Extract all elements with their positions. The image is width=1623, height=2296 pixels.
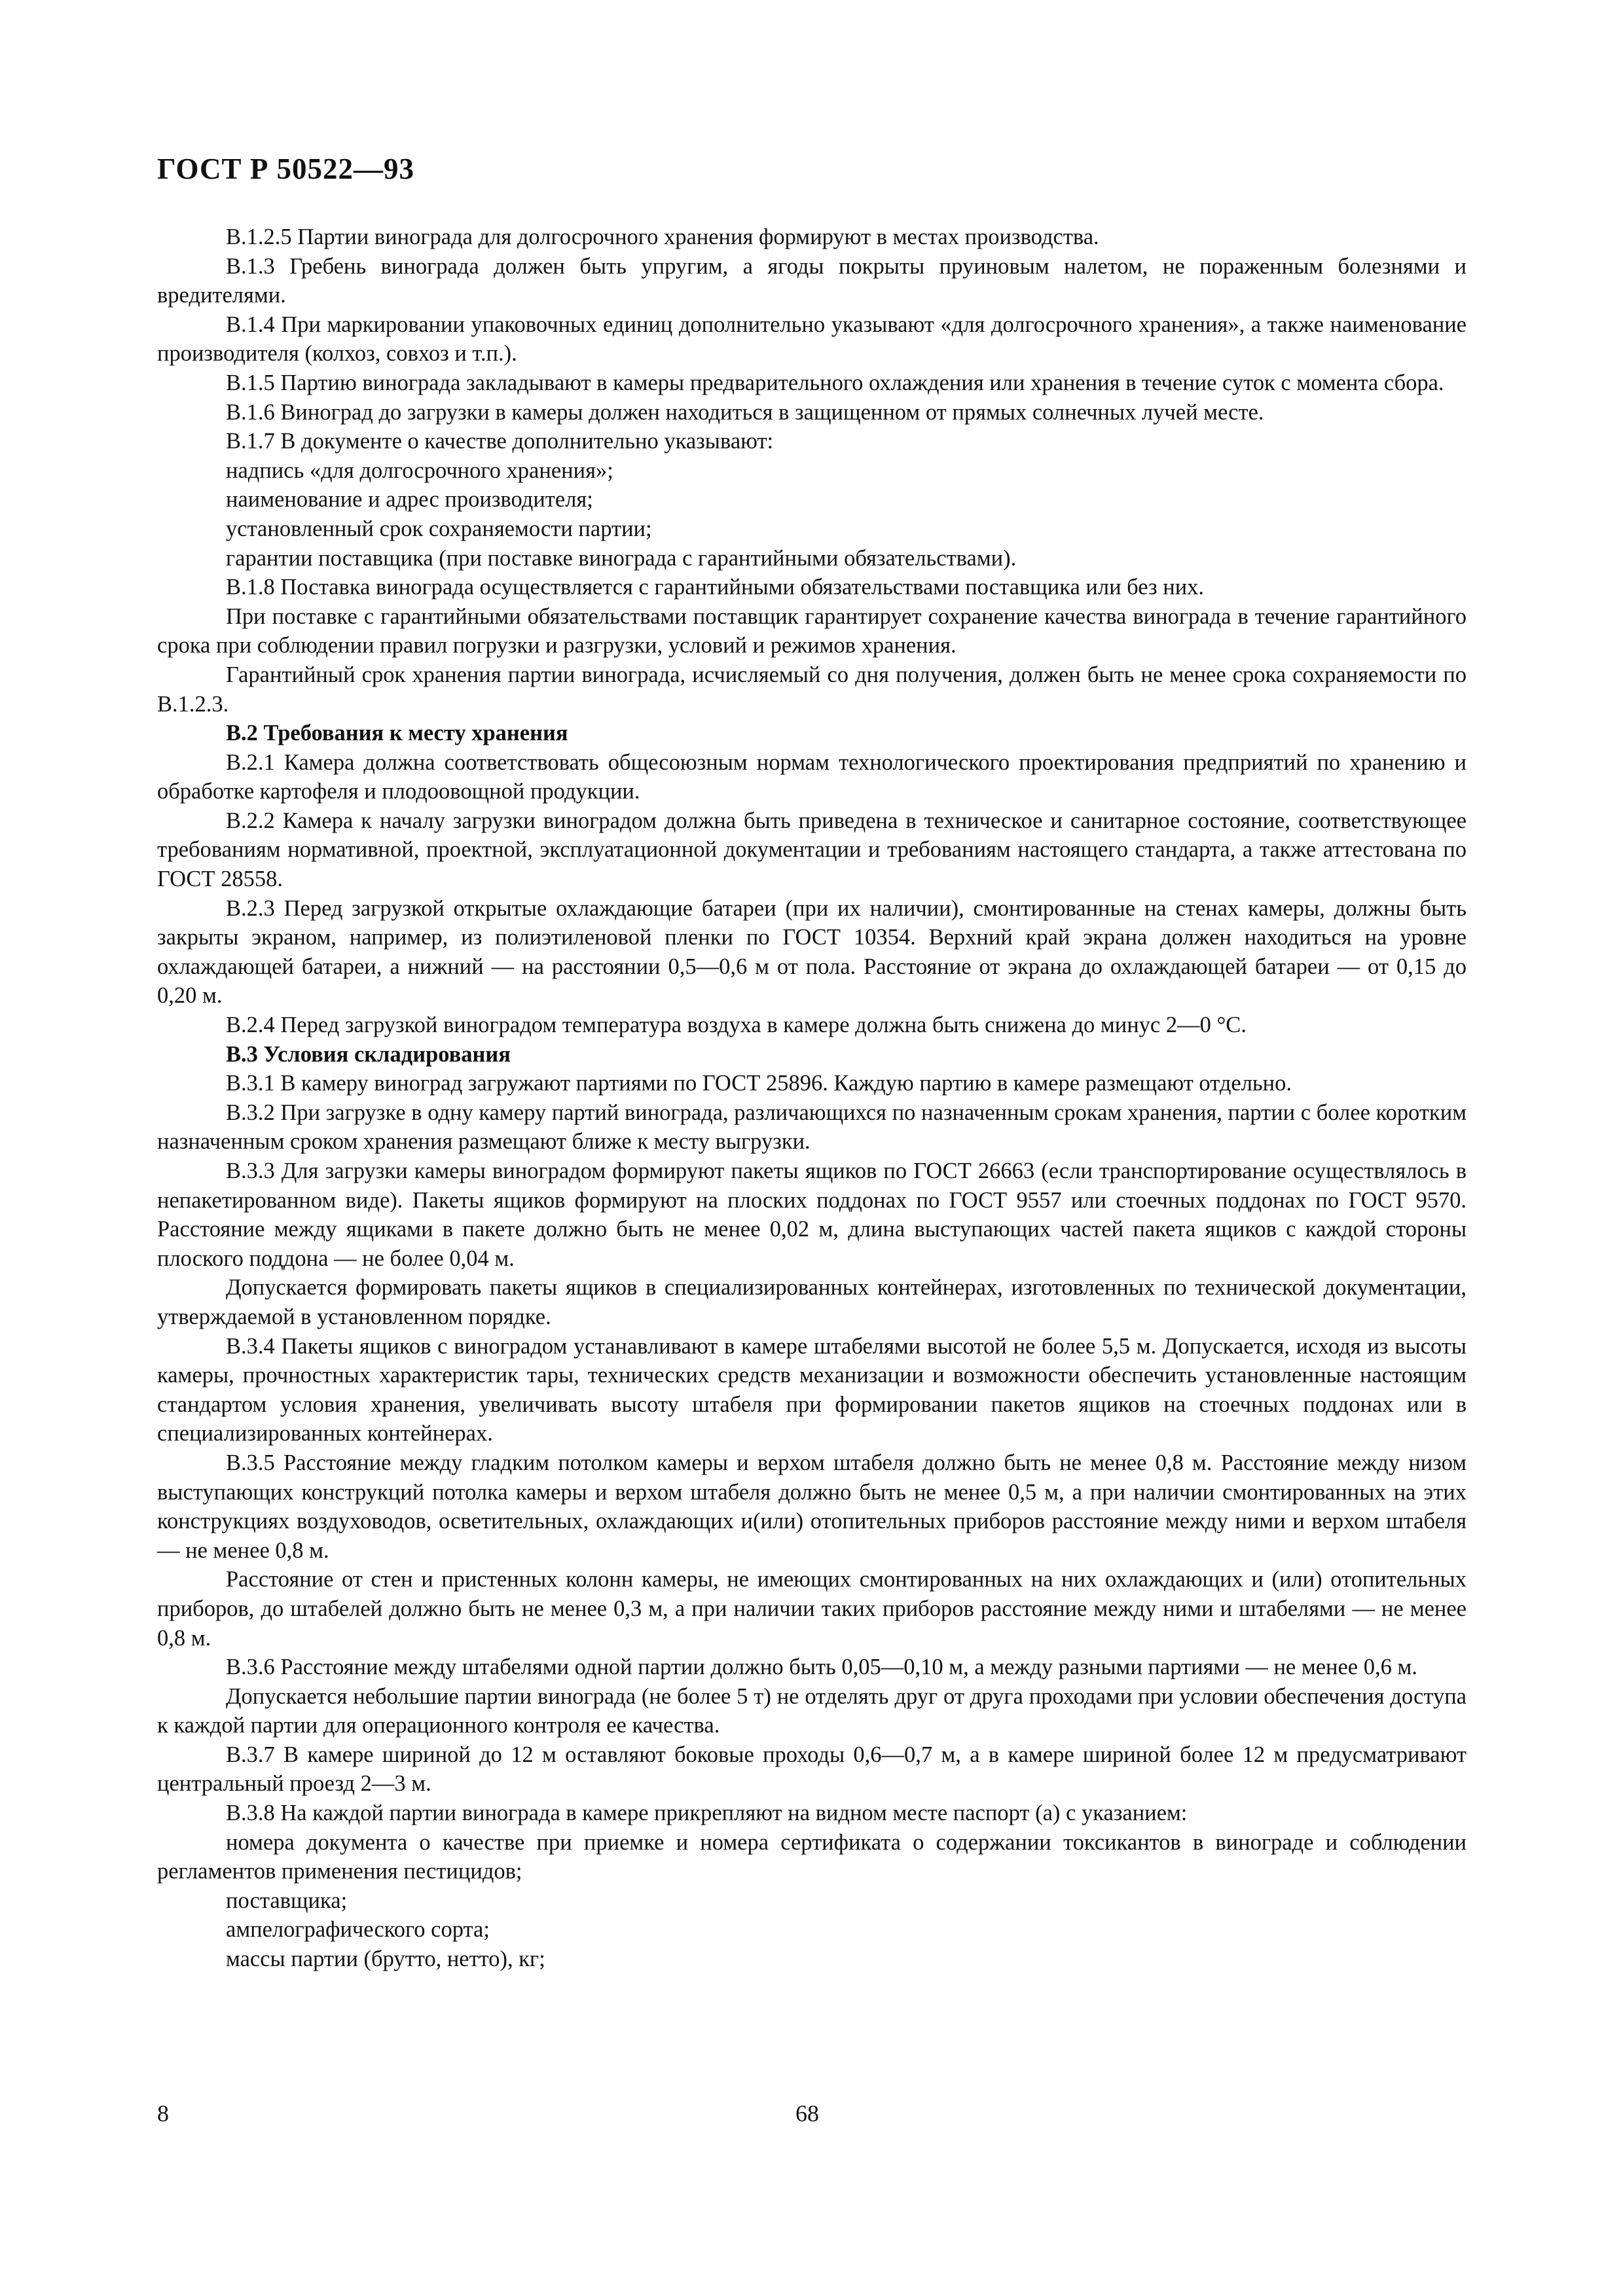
paragraph: В.1.7 В документе о качестве дополнительно указывают: <box>226 429 774 454</box>
paragraph: В.3.1 В камеру виноград загружают партиями по ГОСТ 25896. Каждую партию в камере размещают отдельно. <box>226 1071 1292 1096</box>
sheet-number: 68 <box>795 2100 819 2126</box>
document-header: ГОСТ Р 50522—93 <box>157 152 415 185</box>
section-heading: В.2 Требования к месту хранения <box>226 721 568 746</box>
paragraph: В.2.3 Перед загрузкой открытые охлаждающие батареи (при их наличии), смонтированные на стенах камеры, должны быть закрыты экраном, например, из полиэтиленовой пленки по ГОСТ 10354. Верхний край экрана должен находиться на уровне охлаждающей батареи, а нижний — на расстоянии 0,5—0,6 м от пола. Расстояние от экрана до охлаждающей батареи — от 0,15 до 0,20 м. <box>157 895 1467 1009</box>
paragraph: наименование и адрес производителя; <box>226 487 593 512</box>
paragraph: В.1.2.5 Партии винограда для долгосрочного хранения формируют в местах производства. <box>226 224 1099 249</box>
paragraph: ампелографического сорта; <box>226 1917 490 1943</box>
page-number: 8 <box>157 2100 169 2126</box>
paragraph: Допускается небольшие партии винограда (не более 5 т) не отделять друг от друга проходами при условии обеспечения доступа к каждой партии для операционного контроля ее качества. <box>157 1683 1467 1738</box>
paragraph: массы партии (брутто, нетто), кг; <box>226 1946 545 1972</box>
paragraph: В.1.5 Партию винограда закладывают в камеры предварительного охлаждения или хранения в течение суток с момента сбора. <box>226 370 1444 395</box>
section-heading: В.3 Условия складирования <box>226 1041 511 1067</box>
paragraph: При поставке с гарантийными обязательствами поставщик гарантирует сохранение качества винограда в течение гарантийного срока при соблюдении правил погрузки и разгрузки, условий и режимов хранения. <box>157 603 1467 658</box>
paragraph: поставщика; <box>226 1888 348 1913</box>
paragraph: В.3.3 Для загрузки камеры виноградом формируют пакеты ящиков по ГОСТ 26663 (если транспортирование осуществлялось в непакетированном виде). Пакеты ящиков формируют на плоских поддонах по ГОСТ 9557 или стоечных поддонах по ГОСТ 9570. Расстояние между ящиками в пакете должно быть не менее 0,02 м, длина выступающих частей пакета ящиков с каждой стороны плоского поддона — не более 0,04 м. <box>157 1158 1467 1271</box>
paragraph: установленный срок сохраняемости партии; <box>226 516 652 541</box>
paragraph: В.3.5 Расстояние между гладким потолком камеры и верхом штабеля должно быть не менее 0,8 м. Расстояние между низом выступающих конструкций потолка камеры и верхом штабеля должно быть не менее 0,5 м, а при наличии смонтированных на этих конструкциях воздуховодов, осветительных, охлаждающих и(или) отопительных приборов расстояние между ними и верхом штабеля — не менее 0,8 м. <box>157 1450 1467 1563</box>
paragraph: номера документа о качестве при приемке и номера сертификата о содержании токсикантов в винограде и соблюдении регламентов применения пестицидов; <box>157 1829 1467 1884</box>
paragraph: В.2.2 Камера к началу загрузки виноградом должна быть приведена в техническое и санитарное состояние, соответствующее требованиям нормативной, проектной, эксплуатационной документации и требованиям настоящего стандарта, а также аттестована по ГОСТ 28558. <box>157 808 1467 892</box>
paragraph: В.1.8 Поставка винограда осуществляется с гарантийными обязательствами поставщика или без них. <box>226 575 1205 600</box>
paragraph: В.1.4 При маркировании упаковочных единиц дополнительно указывают «для долгосрочного хранения», а также наименование производителя (колхоз, совхоз и т.п.). <box>157 312 1467 367</box>
paragraph: гарантии поставщика (при поставке винограда с гарантийными обязательствами). <box>226 545 1017 571</box>
paragraph: В.2.1 Камера должна соответствовать общесоюзным нормам технологического проектирования предприятий по хранению и обработке картофеля и плодоовощной продукции. <box>157 749 1467 804</box>
paragraph: Расстояние от стен и пристенных колонн камеры, не имеющих смонтированных на них охлаждающих и (или) отопительных приборов, до штабелей должно быть не менее 0,3 м, а при наличии таких приборов расстояние между ними и штабелями — не менее 0,8 м. <box>157 1567 1467 1651</box>
paragraph: В.3.6 Расстояние между штабелями одной партии должно быть 0,05—0,10 м, а между разными партиями — не менее 0,6 м. <box>226 1655 1417 1680</box>
paragraph: В.2.4 Перед загрузкой виноградом температура воздуха в камере должна быть снижена до минус 2—0 °С. <box>226 1013 1247 1038</box>
paragraph: Допускается формировать пакеты ящиков в специализированных контейнерах, изготовленных по технической документации, утверждаемой в установленном порядке. <box>157 1275 1467 1329</box>
paragraph: В.1.3 Гребень винограда должен быть упругим, а ягоды покрыты пруиновым налетом, не пораженным болезнями и вредителями. <box>157 253 1467 308</box>
document-body <box>157 223 1467 1974</box>
paragraph: Гарантийный срок хранения партии винограда, исчисляемый со дня получения, должен быть не менее срока сохраняемости по В.1.2.3. <box>157 662 1467 717</box>
paragraph: В.1.6 Виноград до загрузки в камеры должен находиться в защищенном от прямых солнечных лучей месте. <box>226 399 1264 425</box>
paragraph: В.3.7 В камере шириной до 12 м оставляют боковые проходы 0,6—0,7 м, а в камере шириной более 12 м предусматривают центральный проезд 2—3 м. <box>157 1742 1467 1797</box>
paragraph: В.3.8 На каждой партии винограда в камере прикрепляют на видном месте паспорт (а) с указанием: <box>226 1801 1188 1826</box>
paragraph: В.3.4 Пакеты ящиков с виноградом устанавливают в камере штабелями высотой не более 5,5 м. Допускается, исходя из высоты камеры, прочностных характеристик тары, технических средств механизации и возможности обеспечить установленные настоящим стандартом условия хранения, увеличивать высоту штабеля при формировании пакетов ящиков на стоечных поддонах или в специализированных контейнерах. <box>157 1333 1467 1446</box>
paragraph: надпись «для долгосрочного хранения»; <box>226 457 613 483</box>
paragraph: В.3.2 При загрузке в одну камеру партий винограда, различающихся по назначенным срокам хранения, партии с более коротким назначенным сроком хранения размещают ближе к месту выгрузки. <box>157 1100 1467 1155</box>
